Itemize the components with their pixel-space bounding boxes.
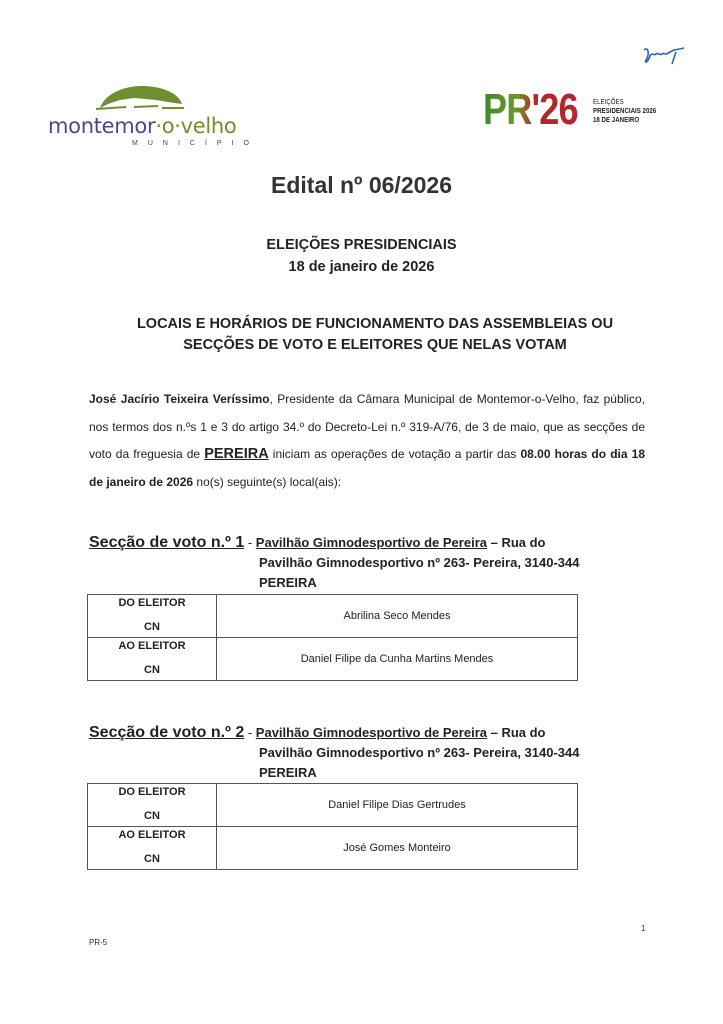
document-heading: LOCAIS E HORÁRIOS DE FUNCIONAMENTO DAS ASSEMBLEIAS OU SECÇÕES DE VOTO E ELEITORES QUE NELAS VOTAM <box>136 316 614 353</box>
municipality-logo <box>48 86 259 152</box>
announcement-paragraph: José Jacírio Teixeira Veríssimo, Presidente da Câmara Municipal de Montemor-o-Velho, faz público, nos termos dos n.ºs 1 e 3 do artigo 34.º do Decreto-Lei n.º 319-A/76, de 3 de maio, que as secções de voto da freguesia de PEREIRA iniciam as operações de votação a partir das 08.00 horas do dia 18 de janeiro de 2026 no(s) seguinte(s) local(ais): <box>89 392 646 489</box>
table-row: DO ELEITOR CN Abrilina Seco Mendes <box>88 595 578 638</box>
document-code: PR-5 <box>89 938 108 947</box>
president-name: José Jacírio Teixeira Veríssimo <box>89 392 270 406</box>
last-voter: Daniel Filipe da Cunha Martins Mendes <box>217 638 578 681</box>
page-title: Edital nº 06/2026 <box>271 172 452 198</box>
municipality-wordmark: montemor·o·velho <box>48 114 237 138</box>
election-subtitle: ELEIÇÕES PRESIDENCIAIS 18 de janeiro de 2026 <box>266 237 457 275</box>
page-number: 1 <box>641 924 646 933</box>
first-voter: Daniel Filipe Dias Gertrudes <box>217 784 578 827</box>
section-2-voters-table <box>87 783 578 870</box>
last-voter: José Gomes Monteiro <box>217 827 578 870</box>
pr26-mark: PR'26 <box>483 85 578 134</box>
signature-icon <box>640 42 690 68</box>
table-row: AO ELEITOR CN José Gomes Monteiro <box>88 827 578 870</box>
first-voter: Abrilina Seco Mendes <box>217 595 578 638</box>
table-row: DO ELEITOR CN Daniel Filipe Dias Gertrudes <box>88 784 578 827</box>
municipality-subtitle: MUNICÍPIO <box>132 140 259 147</box>
section-1-voters-table <box>87 594 578 681</box>
election-logo <box>483 85 670 134</box>
section-2-heading: Secção de voto n.º 2 - Pavilhão Gimnodesportivo de Pereira – Rua do Pavilhão Gimnodesportivo nº 263- Pereira, 3140-344 PEREIRA <box>89 724 580 780</box>
table-row: AO ELEITOR CN Daniel Filipe da Cunha Martins Mendes <box>88 638 578 681</box>
voting-time-date: 08.00 horas do dia 18 de janeiro de 2026 <box>89 447 646 489</box>
parish-name: PEREIRA <box>204 446 269 462</box>
election-logo-text: ELEIÇÕES PRESIDENCIAIS 2026 18 DE JANEIRO <box>592 96 656 124</box>
hill-logo-icon <box>96 86 184 112</box>
section-1-heading: Secção de voto n.º 1 - Pavilhão Gimnodesportivo de Pereira – Rua do Pavilhão Gimnodesportivo nº 263- Pereira, 3140-344 PEREIRA <box>89 534 580 590</box>
